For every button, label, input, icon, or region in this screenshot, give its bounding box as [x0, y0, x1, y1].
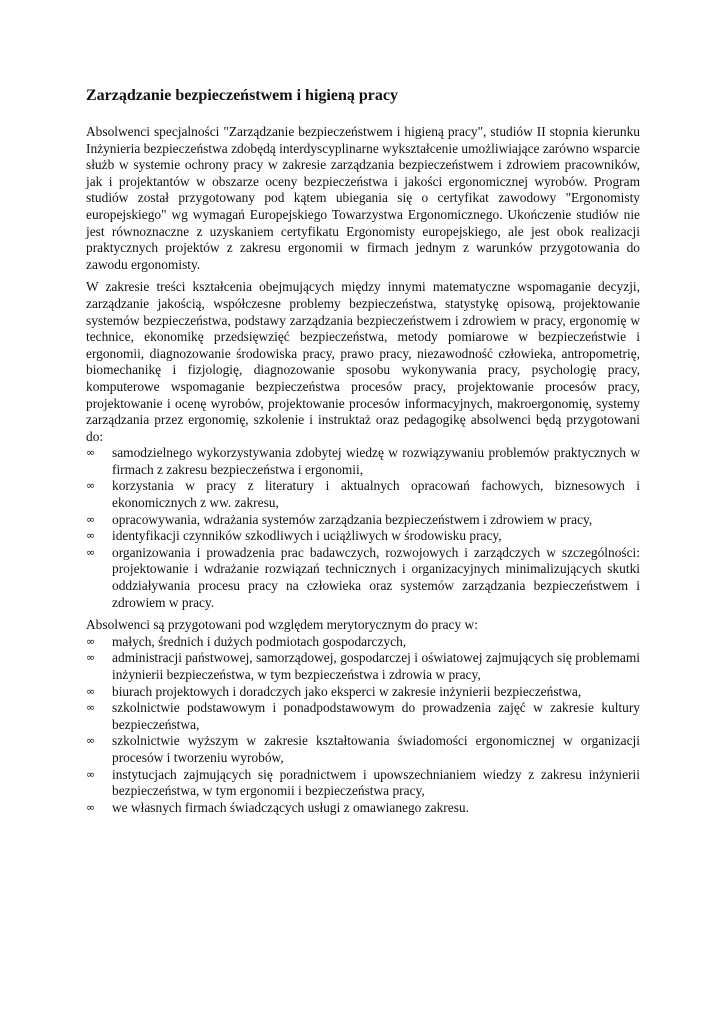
document-page: [86, 86, 640, 822]
list-item: ∞ małych, średnich i dużych podmiotach gospodarczych,: [86, 633, 407, 649]
list-item: ∞ szkolnictwie podstawowym i ponadpodstawowym do prowadzenia zajęć w zakresie kultury bezpieczeństwa,: [86, 700, 640, 732]
list-item: ∞ we własnych firmach świadczących usługi z omawianego zakresu.: [86, 799, 469, 815]
bullet-icon: ∞: [86, 767, 96, 781]
employment-paragraph: Absolwenci są przygotowani pod względem merytorycznym do pracy w:: [86, 617, 478, 633]
intro-paragraph: Absolwenci specjalności "Zarządzanie bezpieczeństwem i higieną pracy", studiów II stopnia kierunku Inżynieria bezpieczeństwa zdobędą interdyscyplinarne wykształcenie umożliwiające zarówno wsparcie służb w systemie ochrony pracy w zakresie zarządzania bezpieczeństwem i zdrowiem pracowników, jak i projektantów w obszarze oceny bezpieczeństwa i jakości ergonomicznej wyrobów. Program studiów został przygotowany pod kątem ubiegania się o certyfikat zawodowy "Ergonomisty europejskiego" wg wymagań Europejskiego Towarzystwa Ergonomicznego. Ukończenie studiów nie jest równoznaczne z uzyskaniem certyfikatu Ergonomisty europejskiego, ale jest obok realizacji praktycznych projektów z zakresu ergonomii w firmach jednym z warunków przygotowania do zawodu ergonomisty.: [86, 124, 640, 272]
bullet-icon: ∞: [86, 634, 96, 648]
list-item: ∞ organizowania i prowadzenia prac badawczych, rozwojowych i zarządczych w szczególności: projektowanie i wdrażanie rozwiązań technicznych i organizacyjnych minimalizujących skutki oddziaływania procesu pracy na człowieka oraz systemów zarządzania bezpieczeństwem i zdrowiem w pracy.: [86, 544, 640, 610]
document-title: Zarządzanie bezpieczeństwem i higieną pracy: [86, 87, 398, 104]
employment-list: [86, 634, 640, 817]
curriculum-paragraph: W zakresie treści kształcenia obejmujących między innymi matematyczne wspomaganie decyzji, zarządzanie jakością, współczesne problemy bezpieczeństwa, statystykę opisową, projektowanie systemów bezpieczeństwa, podstawy zarządzania bezpieczeństwem i zdrowiem w pracy, ergonomię w technice, ekonomikę przedsięwzięć bezpieczeństwa, metody pomiarowe w bezpieczeństwie i ergonomii, diagnozowanie środowiska pracy, prawo pracy, niezawodność człowieka, antropometrię, biomechanikę i fizjologię, diagnozowanie sposobu wykonywania pracy, psychologię pracy, komputerowe wspomaganie bezpieczeństwa procesów pracy, projektowanie procesów pracy, projektowanie i ocenę wyrobów, projektowanie procesów informacyjnych, makroergonomię, systemy zarządzania przez ergonomię, szkolenie i instruktaż oraz pedagogikę absolwenci będą przygotowani do:: [86, 279, 640, 444]
bullet-icon: ∞: [86, 701, 96, 715]
list-item: ∞ szkolnictwie wyższym w zakresie kształtowania świadomości ergonomicznej w organizacji procesów i tworzeniu wyrobów,: [86, 733, 640, 765]
bullet-icon: ∞: [86, 446, 96, 460]
list-item: ∞ identyfikacji czynników szkodliwych i uciążliwych w środowisku pracy,: [86, 528, 502, 544]
list-item: ∞ biurach projektowych i doradczych jako eksperci w zakresie inżynierii bezpieczeństwa,: [86, 683, 582, 699]
list-item: ∞ administracji państwowej, samorządowej, gospodarczej i oświatowej zajmujących się problemami inżynierii bezpieczeństwa, w tym bezpieczeństwa i zdrowia w pracy,: [86, 650, 640, 682]
bullet-icon: ∞: [86, 734, 96, 748]
list-item: ∞ instytucjach zajmujących się poradnictwem i upowszechnianiem wiedzy z zakresu inżynierii bezpieczeństwa, w tym ergonomii i bezpieczeństwa pracy,: [86, 766, 640, 799]
bullet-icon: ∞: [86, 479, 96, 493]
bullet-icon: ∞: [86, 545, 96, 559]
bullet-icon: ∞: [86, 529, 96, 543]
list-item: ∞ korzystania w pracy z literatury i aktualnych opracowań fachowych, biznesowych i ekonomicznych z ww. zakresu,: [86, 478, 640, 511]
bullet-icon: ∞: [86, 512, 96, 526]
list-item: ∞ samodzielnego wykorzystywania zdobytej wiedzę w rozwiązywaniu problemów praktycznych w firmach z zakresu bezpieczeństwa i ergonomii,: [86, 445, 640, 477]
skills-list: [86, 445, 640, 611]
bullet-icon: ∞: [86, 651, 96, 665]
bullet-icon: ∞: [86, 684, 96, 698]
bullet-icon: ∞: [86, 800, 96, 814]
list-item: ∞ opracowywania, wdrażania systemów zarządzania bezpieczeństwem i zdrowiem w pracy,: [86, 511, 593, 527]
